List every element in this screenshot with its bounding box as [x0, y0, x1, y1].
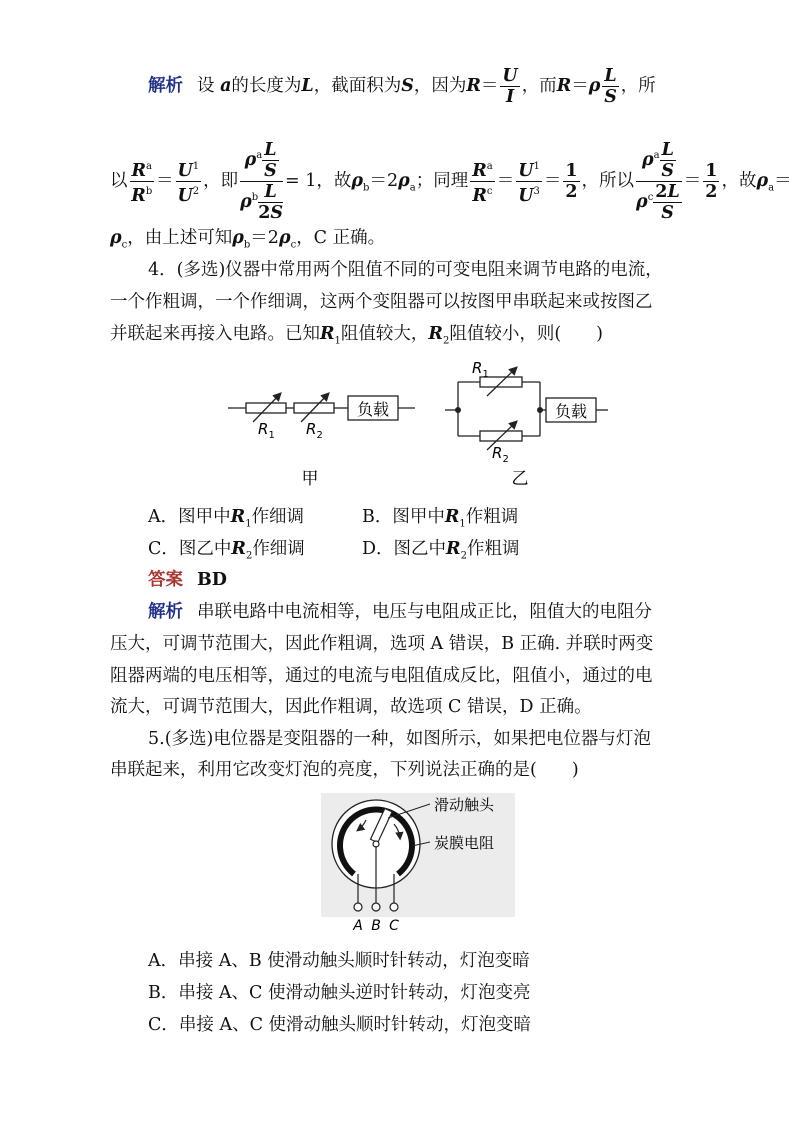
- q4-stem-3: 并联起来再接入电路。已知$R_1$阻值较大，$R_2$阻值较小，则( ): [110, 324, 603, 347]
- q5-option-a: A．串接 A、B 使滑动触头顺时针转动，灯泡变暗: [148, 951, 530, 971]
- terminal-a: [354, 903, 362, 911]
- q4-stem-2: 一个作粗调，一个作细调，这两个变阻器可以按图甲串联起来或按图乙: [110, 292, 653, 312]
- q4-stem-1: 4．(多选)仪器中常用两个阻值不同的可变电阻来调节电路的电流，: [148, 260, 663, 280]
- terminal-b: [372, 903, 380, 911]
- terminal-c: [390, 903, 398, 911]
- q4-analysis-3: 阻器两端的电压相等，通过的电流与电阻值成反比，阻值小，通过的电: [110, 666, 653, 686]
- q4-option-a: A．图甲中$R_1$作细调: [148, 507, 305, 530]
- q5-option-c: C．串接 A、C 使滑动触头顺时针转动，灯泡变暗: [148, 1015, 532, 1035]
- r1-label-jia: $R_1$: [258, 420, 275, 441]
- q4-option-d: D．图乙中$R_2$作粗调: [362, 539, 520, 562]
- junction-dot-left: [455, 407, 461, 413]
- load-label-jia: 负载: [356, 400, 390, 419]
- solution-line-1: 解析 设 a的长度为L，截面积为S，因为R＝ $\frac{U}{I}$ ，而R＝ρ $\frac{L}{S}$ ，所: [148, 66, 656, 107]
- junction-dot-right: [537, 407, 543, 413]
- carbon-film-label: 炭膜电阻: [434, 834, 495, 852]
- slider-label: 滑动触头: [434, 796, 495, 814]
- r2-label-jia: $R_2$: [306, 420, 323, 441]
- q5-potentiometer-figure: [318, 790, 518, 936]
- solution-line-2: 以 $\frac{R^a}{R^b}$ ＝ $\frac{U^1}{U^2}$ ，即 $\rho^a$ $\frac{L}{S}$ $\rho^b$ $\frac{L}{2S}$ = 1，故$\rho_b=2\rho_a$；同理 $\frac{R^a}{R^c}$ ＝ $\frac{U^1}{U^3}$ ＝ $\frac{1}{2}$ ，所以 $\rho^a$ $\frac{L}{S}$ $\rho^c$ $\frac{2L}{S}$ ＝ $\frac{1}{2}$ ，故$\rho_a=$: [110, 140, 792, 223]
- q4-answer: 答案 BD: [148, 570, 227, 590]
- q5-option-b: B．串接 A、C 使滑动触头逆时针转动，灯泡变亮: [148, 983, 531, 1003]
- r2-label-yi: $R_2$: [492, 444, 509, 465]
- q5-stem-1: 5.(多选)电位器是变阻器的一种，如图所示，如果把电位器与灯泡: [148, 729, 651, 749]
- q4-option-b: B．图甲中$R_1$作粗调: [362, 507, 519, 530]
- terminal-c-label: C: [389, 918, 399, 934]
- q4-option-c: C．图乙中$R_2$作细调: [148, 539, 305, 562]
- q4-analysis-2: 压大，可调节范围大，因此作粗调，选项 A 错误，B 正确. 并联时两变: [110, 634, 654, 654]
- solution-line-3: $\rho_c$，由上述可知$\rho_b=2\rho_c$，C 正确。: [110, 228, 386, 251]
- q4-circuit-figure: [210, 352, 630, 492]
- load-label-yi: 负载: [554, 402, 588, 421]
- fig-label-yi: 乙: [511, 469, 529, 489]
- r1-label-yi: $R_1$: [472, 359, 489, 380]
- terminal-b-label: B: [371, 918, 381, 934]
- q4-analysis-1: 解析 串联电路中电流相等，电压与电阻成正比，阻值大的电阻分: [148, 602, 652, 622]
- fig-label-jia: 甲: [301, 469, 319, 489]
- q4-analysis-4: 流大，可调节范围大，因此作粗调，故选项 C 错误，D 正确。: [110, 697, 592, 717]
- analysis-tag: 解析: [148, 76, 183, 96]
- terminal-a-label: A: [353, 918, 363, 934]
- q5-stem-2: 串联起来，利用它改变灯泡的亮度，下列说法正确的是( ): [110, 760, 579, 780]
